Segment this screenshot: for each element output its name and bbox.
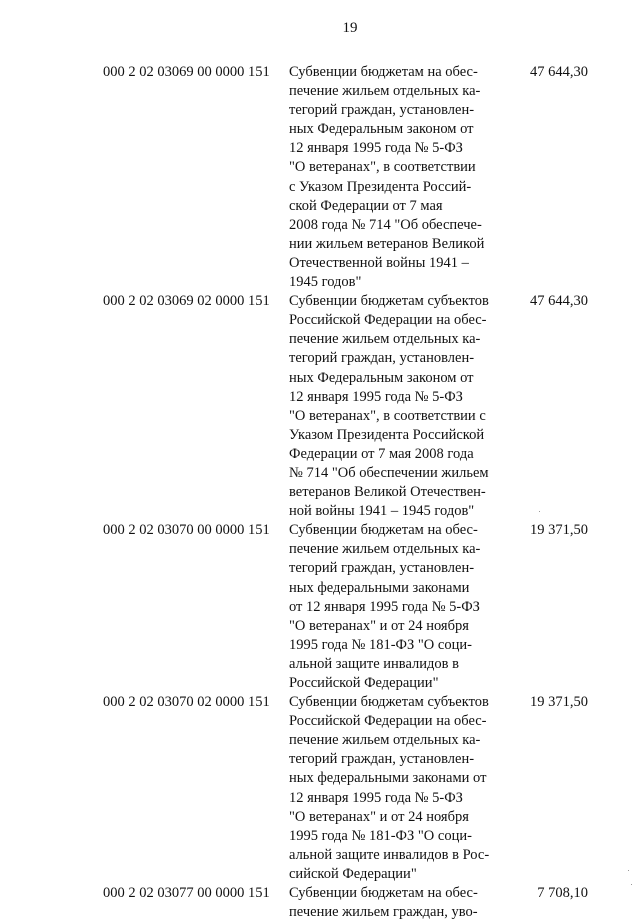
description-line: Федерации от 7 мая 2008 года — [289, 445, 474, 462]
description-line: Российской Федерации на обес- — [289, 312, 487, 329]
scan-speck — [539, 511, 540, 512]
row-description — [289, 63, 504, 292]
amount-value: 47 644,30 — [530, 64, 588, 80]
scan-speck — [631, 884, 632, 885]
description-line: Субвенции бюджетам на обес- — [289, 885, 478, 902]
budget-table — [0, 63, 640, 922]
description-line: ных федеральными законами от — [289, 770, 487, 787]
description-line: № 714 "Об обеспечении жильем — [289, 464, 489, 481]
row-description — [289, 521, 504, 693]
description-line: от 12 января 1995 года № 5-ФЗ — [289, 598, 480, 615]
description-line: "О ветеранах", в соответствии с — [289, 407, 486, 424]
description-line: печение жильем отдельных ка- — [289, 83, 481, 100]
description-line: печение жильем граждан, уво- — [289, 904, 478, 921]
amount-value: 7 708,10 — [537, 885, 588, 902]
description-line: печение жильем отдельных ка- — [289, 331, 481, 348]
description-line: ной войны 1941 – 1945 годов" — [289, 503, 475, 520]
budget-code: 000 2 02 03077 00 0000 151 — [103, 885, 270, 902]
description-line: 12 января 1995 года № 5-ФЗ — [289, 140, 463, 157]
description-line: "О ветеранах", в соответствии — [289, 159, 476, 176]
description-line: тегорий граждан, установлен- — [289, 350, 475, 367]
description-line: Указом Президента Российской — [289, 426, 485, 443]
description-line: Российской Федерации на обес- — [289, 713, 487, 730]
budget-code: 000 2 02 03069 02 0000 151 — [103, 293, 270, 310]
description-line: 1945 годов" — [289, 274, 362, 291]
description-line: ветеранов Великой Отечествен- — [289, 484, 486, 501]
description-line: "О ветеранах" и от 24 ноября — [289, 808, 469, 825]
description-line: ных Федеральным законом от — [289, 369, 474, 386]
description-line: 1995 года № 181-ФЗ "О соци- — [289, 636, 472, 653]
description-line: нии жильем ветеранов Великой — [289, 235, 485, 252]
description-line: Субвенции бюджетам на обес- — [289, 522, 478, 539]
table-row — [0, 884, 640, 922]
description-line: тегорий граждан, установлен- — [289, 560, 475, 577]
table-row — [0, 292, 640, 521]
description-line: тегорий граждан, установлен- — [289, 751, 475, 768]
amount-value: 19 371,50 — [530, 694, 588, 711]
amount-value: 19 371,50 — [530, 522, 588, 539]
description-line: ных Федеральным законом от — [289, 121, 474, 138]
row-description — [289, 292, 504, 521]
description-line: Отечественной войны 1941 – — [289, 254, 469, 271]
row-description — [289, 693, 504, 884]
budget-code: 000 2 02 03069 00 0000 151 — [103, 64, 270, 80]
description-line: альной защите инвалидов в — [289, 655, 459, 672]
description-line: 12 января 1995 года № 5-ФЗ — [289, 789, 463, 806]
row-description — [289, 884, 504, 922]
description-line: 12 января 1995 года № 5-ФЗ — [289, 388, 463, 405]
description-line: ской Федерации от 7 мая — [289, 197, 443, 214]
description-line: 2008 года № 714 "Об обеспече- — [289, 216, 482, 233]
description-line: печение жильем отдельных ка- — [289, 541, 481, 558]
budget-code: 000 2 02 03070 00 0000 151 — [103, 522, 270, 539]
table-row — [0, 693, 640, 884]
table-row — [0, 521, 640, 693]
description-line: сийской Федерации" — [289, 865, 417, 882]
amount-value: 47 644,30 — [530, 293, 588, 310]
description-line: Субвенции бюджетам субъектов — [289, 694, 489, 711]
description-line: Субвенции бюджетам субъектов — [289, 293, 489, 310]
description-line: ных федеральными законами — [289, 579, 470, 596]
description-line: тегорий граждан, установлен- — [289, 102, 475, 119]
description-line: печение жильем отдельных ка- — [289, 732, 481, 749]
description-line: с Указом Президента Россий- — [289, 178, 472, 195]
page-number: 19 — [342, 20, 358, 36]
description-line: альной защите инвалидов в Рос- — [289, 846, 490, 863]
table-row — [0, 63, 640, 292]
budget-code: 000 2 02 03070 02 0000 151 — [103, 694, 270, 711]
scan-speck — [628, 870, 629, 871]
description-line: "О ветеранах" и от 24 ноября — [289, 617, 469, 634]
description-line: Российской Федерации" — [289, 675, 439, 691]
description-line: 1995 года № 181-ФЗ "О соци- — [289, 827, 472, 844]
description-line: Субвенции бюджетам на обес- — [289, 64, 478, 80]
